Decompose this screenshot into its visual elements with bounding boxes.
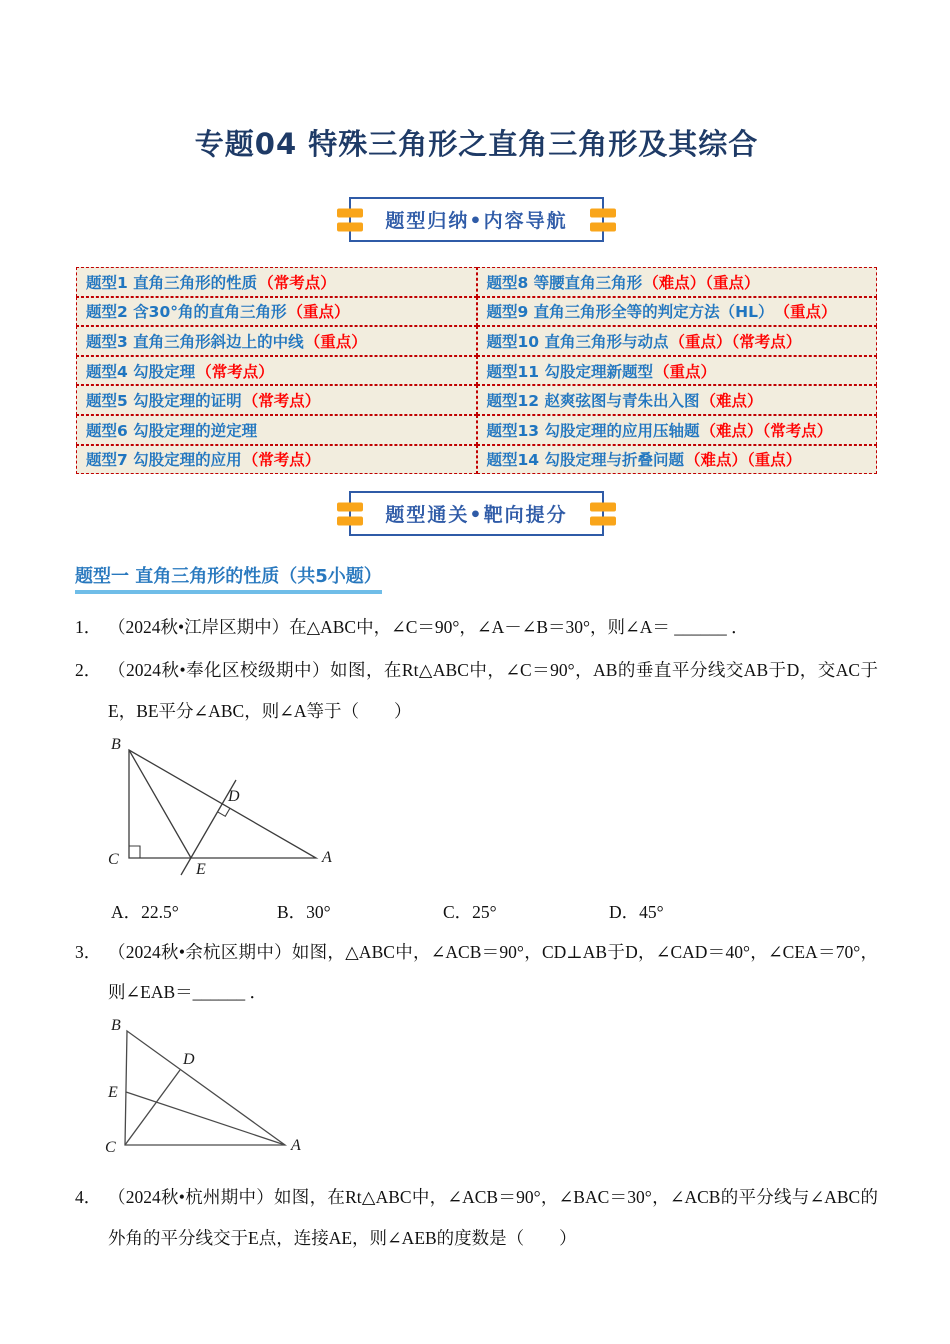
double-bar-icon xyxy=(590,502,616,525)
triangle-diagram-q2 xyxy=(97,735,345,893)
question-1-text: （2024秋•江岸区期中）在△ABC中，∠C＝90°，∠A－∠B＝30°，则∠A＝ ______ ． xyxy=(108,617,749,638)
vertex-label-A: A xyxy=(291,1137,301,1155)
section-heading-wrap xyxy=(75,562,878,594)
q2-option-b: B．30° xyxy=(277,901,331,922)
toc-item-7-label: 题型7 勾股定理的应用 xyxy=(86,451,242,470)
toc-item-9-tag: （重点） xyxy=(774,303,837,322)
vertex-label-E: E xyxy=(196,860,206,878)
toc-item-7 xyxy=(76,445,477,475)
double-bar-icon xyxy=(337,502,363,525)
toc-item-13-tag: （难点）（常考点） xyxy=(700,421,833,440)
toc-item-13-label: 题型13 勾股定理的应用压轴题 xyxy=(486,421,700,440)
toc-item-10-label: 题型10 直角三角形与动点 xyxy=(486,332,669,351)
toc-item-12 xyxy=(477,385,878,415)
triangle-diagram-q3 xyxy=(95,1018,315,1163)
toc-item-9 xyxy=(477,297,878,327)
question-4-number: 4． xyxy=(75,1187,102,1208)
vertex-label-D: D xyxy=(183,1051,195,1069)
question-2-number: 2． xyxy=(75,660,102,681)
toc-item-4-label: 题型4 勾股定理 xyxy=(86,362,196,381)
toc-item-4 xyxy=(76,356,477,386)
toc-item-4-tag: （常考点） xyxy=(196,362,274,381)
toc-row xyxy=(76,297,877,327)
toc-item-5-label: 题型5 勾股定理的证明 xyxy=(86,392,242,411)
q2-option-c: C．25° xyxy=(443,901,497,922)
toc-item-10-tag: （重点）（常考点） xyxy=(669,332,802,351)
toc-item-1-label: 题型1 直角三角形的性质 xyxy=(86,273,258,292)
toc-item-5-tag: （常考点） xyxy=(242,392,321,411)
toc-item-1 xyxy=(76,267,477,297)
toc-row xyxy=(76,415,877,445)
toc-item-8 xyxy=(477,267,878,297)
toc-item-11-tag: （重点） xyxy=(653,362,716,381)
banner-practice-label: 题型通关•靶向提分 xyxy=(385,504,568,527)
double-bar-icon xyxy=(590,208,616,231)
toc-item-5 xyxy=(76,385,477,415)
toc-item-8-label: 题型8 等腰直角三角形 xyxy=(486,273,643,292)
toc-item-7-tag: （常考点） xyxy=(242,451,321,470)
question-3-number: 3． xyxy=(75,941,102,962)
question-2-figure xyxy=(97,735,878,893)
toc-item-3-label: 题型3 直角三角形斜边上的中线 xyxy=(86,332,304,351)
toc-item-13 xyxy=(477,415,878,445)
toc-item-11-label: 题型11 勾股定理新题型 xyxy=(486,362,653,381)
vertex-label-C: C xyxy=(108,850,119,868)
vertex-label-B: B xyxy=(111,735,121,753)
question-1-number: 1． xyxy=(75,617,102,638)
banner-practice xyxy=(349,491,603,536)
question-1 xyxy=(75,607,878,647)
question-2-options xyxy=(111,899,878,924)
toc-row xyxy=(76,356,877,386)
toc-item-14 xyxy=(477,445,878,475)
toc-item-12-tag: （难点） xyxy=(700,392,763,411)
toc-item-12-label: 题型12 赵爽弦图与青朱出入图 xyxy=(486,392,700,411)
toc-row xyxy=(76,326,877,356)
question-4-text: （2024秋•杭州期中）如图，在Rt△ABC中，∠ACB＝90°，∠BAC＝30°，∠ACB的平分线与∠ABC的外角的平分线交于E点，连接AE，则∠AEB的度数是（ ） xyxy=(108,1187,878,1248)
question-3-figure xyxy=(95,1018,878,1163)
banner-topic-nav xyxy=(349,197,603,242)
toc-item-8-tag: （难点）（重点） xyxy=(643,273,760,292)
vertex-label-B: B xyxy=(111,1018,121,1035)
vertex-label-E: E xyxy=(108,1084,118,1102)
toc-item-2 xyxy=(76,297,477,327)
toc-item-3-tag: （重点） xyxy=(304,332,367,351)
banner-practice-wrap xyxy=(75,491,878,536)
vertex-label-A: A xyxy=(322,848,332,866)
double-bar-icon xyxy=(337,208,363,231)
q2-option-d: D．45° xyxy=(609,901,664,922)
vertex-label-D: D xyxy=(228,787,240,805)
vertex-label-C: C xyxy=(105,1139,116,1157)
banner-topic-nav-label: 题型归纳•内容导航 xyxy=(385,210,568,232)
toc-item-1-tag: （常考点） xyxy=(258,273,336,292)
toc-item-14-tag: （难点）（重点） xyxy=(684,451,802,470)
page-title: 专题04 特殊三角形之直角三角形及其综合 xyxy=(194,127,759,161)
toc-row xyxy=(76,445,877,475)
toc-row xyxy=(76,267,877,297)
toc-item-9-label: 题型9 直角三角形全等的判定方法（HL） xyxy=(486,303,774,322)
question-2 xyxy=(75,650,878,731)
toc-table xyxy=(76,267,877,474)
toc-item-2-label: 题型2 含30°角的直角三角形 xyxy=(86,303,287,322)
toc-item-14-label: 题型14 勾股定理与折叠问题 xyxy=(486,451,684,470)
toc-item-2-tag: （重点） xyxy=(287,303,350,322)
toc-item-6 xyxy=(76,415,477,445)
question-3 xyxy=(75,932,878,1013)
question-2-text: （2024秋•奉化区校级期中）如图，在Rt△ABC中，∠C＝90°，AB的垂直平分线交AB于D，交AC于E，BE平分∠ABC，则∠A等于（ ） xyxy=(108,660,878,721)
q2-option-a: A．22.5° xyxy=(111,901,179,922)
toc-row xyxy=(76,385,877,415)
question-3-text: （2024秋•余杭区期中）如图，△ABC中，∠ACB＝90°，CD⊥AB于D，∠CAD＝40°，∠CEA＝70°，则∠EAB＝______ ． xyxy=(108,941,878,1003)
toc-item-3 xyxy=(76,326,477,356)
toc-item-6-label: 题型6 勾股定理的逆定理 xyxy=(86,421,258,440)
toc-item-11 xyxy=(477,356,878,386)
banner-topic-nav-wrap xyxy=(75,197,878,242)
question-4 xyxy=(75,1177,878,1258)
toc-item-10 xyxy=(477,326,878,356)
section-heading: 题型一 直角三角形的性质（共5小题） xyxy=(75,562,382,594)
